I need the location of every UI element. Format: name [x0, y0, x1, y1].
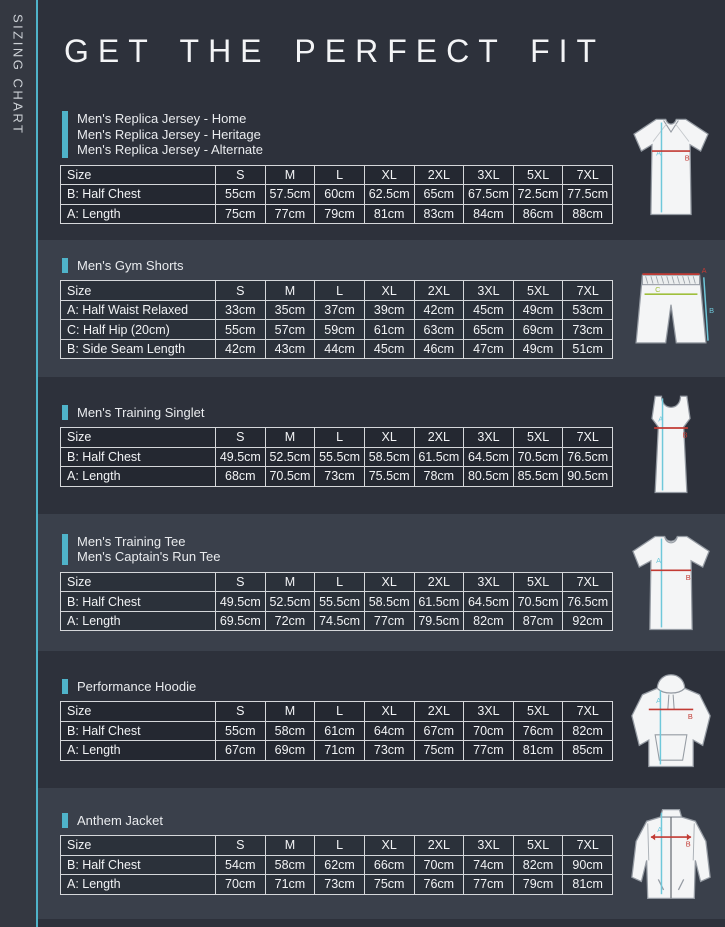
size-header-cell: 2XL: [414, 702, 464, 722]
title-accent-bar: [62, 534, 68, 565]
measurement-value: 37cm: [315, 300, 365, 320]
size-column-header: Size: [61, 702, 216, 722]
measurement-value: 72cm: [265, 611, 315, 631]
table-row: [61, 339, 613, 359]
measurement-value: 55.5cm: [315, 447, 365, 467]
size-header-cell: 5XL: [513, 572, 563, 592]
size-header-cell: 2XL: [414, 281, 464, 301]
size-header-cell: M: [265, 428, 315, 448]
section-titles: [77, 679, 196, 695]
size-header-cell: 2XL: [414, 165, 464, 185]
size-header-cell: 5XL: [513, 165, 563, 185]
size-header-cell: 3XL: [464, 572, 514, 592]
section-title: Men's Training Singlet: [77, 404, 205, 420]
size-header-cell: XL: [364, 165, 414, 185]
measurement-value: 71cm: [315, 741, 365, 761]
measurement-value: 65cm: [414, 185, 464, 205]
measurement-value: 42cm: [414, 300, 464, 320]
size-column-header: Size: [61, 281, 216, 301]
size-header-cell: 2XL: [414, 836, 464, 856]
size-header-cell: 5XL: [513, 702, 563, 722]
size-header-cell: XL: [364, 702, 414, 722]
measurement-value: 49cm: [513, 339, 563, 359]
measurement-value: 58cm: [265, 721, 315, 741]
measurement-value: 82cm: [563, 721, 613, 741]
title-accent-bar: [62, 679, 68, 695]
size-header-cell: S: [216, 165, 266, 185]
size-header-cell: 3XL: [464, 281, 514, 301]
size-header-cell: 7XL: [563, 428, 613, 448]
size-table: [60, 835, 613, 895]
measurement-value: 76.5cm: [563, 447, 613, 467]
measurement-value: 42cm: [216, 339, 266, 359]
title-accent-bar: [62, 258, 68, 274]
size-header-cell: 3XL: [464, 836, 514, 856]
measurement-value: 69cm: [513, 320, 563, 340]
section-title: Men's Gym Shorts: [77, 257, 184, 273]
measurement-value: 68cm: [216, 467, 266, 487]
measurement-value: 81cm: [513, 741, 563, 761]
table-row: [61, 592, 613, 612]
measurement-value: 72.5cm: [513, 185, 563, 205]
page-title: GET THE PERFECT FIT: [64, 33, 606, 69]
measurement-value: 84cm: [464, 204, 514, 224]
size-header-cell: 3XL: [464, 165, 514, 185]
measurement-value: 63cm: [414, 320, 464, 340]
size-table: [60, 280, 613, 359]
measurement-value: 73cm: [315, 875, 365, 895]
measurement-label: B: Half Chest: [61, 855, 216, 875]
measurement-value: 62.5cm: [364, 185, 414, 205]
measurement-value: 70.5cm: [513, 592, 563, 612]
size-column-header: Size: [61, 572, 216, 592]
measurement-value: 74cm: [464, 855, 514, 875]
measurement-value: 87cm: [513, 611, 563, 631]
measurement-value: 77cm: [464, 875, 514, 895]
measurement-value: 73cm: [364, 741, 414, 761]
size-header-cell: XL: [364, 281, 414, 301]
measurement-value: 58cm: [265, 855, 315, 875]
measurement-value: 67cm: [414, 721, 464, 741]
measurement-value: 57.5cm: [265, 185, 315, 205]
size-header-row: [61, 702, 613, 722]
measurement-value: 49cm: [513, 300, 563, 320]
size-header-cell: S: [216, 428, 266, 448]
measurement-value: 90cm: [563, 855, 613, 875]
measurement-value: 61.5cm: [414, 592, 464, 612]
size-header-cell: 7XL: [563, 165, 613, 185]
section-title: Men's Training Tee: [77, 533, 186, 549]
section-title: Men's Replica Jersey - Home: [77, 111, 247, 126]
size-header-cell: 3XL: [464, 428, 514, 448]
size-header-cell: M: [265, 165, 315, 185]
section-titles: [77, 111, 263, 158]
sidebar-label: SIZING CHART: [10, 14, 26, 136]
measurement-value: 55cm: [216, 320, 266, 340]
measurement-value: 49.5cm: [216, 592, 266, 612]
size-header-cell: M: [265, 572, 315, 592]
svg-text:A: A: [658, 414, 664, 424]
section-titles: [77, 405, 205, 421]
measurement-value: 47cm: [464, 339, 514, 359]
size-section: [38, 514, 725, 651]
size-table: [60, 701, 613, 761]
measurement-value: 46cm: [414, 339, 464, 359]
size-table: [60, 165, 613, 225]
measurement-value: 64.5cm: [464, 592, 514, 612]
header: [38, 0, 725, 95]
measurement-value: 88cm: [563, 204, 613, 224]
size-column-header: Size: [61, 428, 216, 448]
measurement-value: 70cm: [216, 875, 266, 895]
svg-text:B: B: [709, 305, 715, 315]
measurement-value: 82cm: [464, 611, 514, 631]
size-header-cell: L: [315, 165, 365, 185]
size-header-row: [61, 836, 613, 856]
size-header-cell: L: [315, 572, 365, 592]
measurement-value: 44cm: [315, 339, 365, 359]
table-row: [61, 467, 613, 487]
measurement-value: 59cm: [315, 320, 365, 340]
measurement-value: 70cm: [464, 721, 514, 741]
size-header-cell: XL: [364, 572, 414, 592]
measurement-value: 53cm: [563, 300, 613, 320]
measurement-value: 70cm: [414, 855, 464, 875]
measurement-value: 55.5cm: [315, 592, 365, 612]
measurement-value: 86cm: [513, 204, 563, 224]
svg-text:B: B: [685, 839, 691, 849]
measurement-label: A: Length: [61, 741, 216, 761]
size-header-cell: L: [315, 702, 365, 722]
size-header-cell: 7XL: [563, 281, 613, 301]
size-section: [38, 377, 725, 514]
svg-text:A: A: [656, 555, 662, 565]
size-header-cell: 5XL: [513, 836, 563, 856]
measurement-value: 55cm: [216, 185, 266, 205]
measurement-value: 81cm: [364, 204, 414, 224]
svg-text:B: B: [685, 572, 691, 582]
measurement-value: 58.5cm: [364, 592, 414, 612]
measurement-value: 43cm: [265, 339, 315, 359]
size-header-cell: M: [265, 281, 315, 301]
table-row: [61, 204, 613, 224]
measurement-value: 61cm: [364, 320, 414, 340]
measurement-value: 61cm: [315, 721, 365, 741]
sidebar: [0, 0, 38, 927]
measurement-label: A: Length: [61, 204, 216, 224]
size-header-row: [61, 281, 613, 301]
size-header-cell: 2XL: [414, 428, 464, 448]
measurement-value: 69.5cm: [216, 611, 266, 631]
bottom-strip: [38, 919, 725, 927]
measurement-value: 92cm: [563, 611, 613, 631]
section-title: Performance Hoodie: [77, 678, 197, 694]
measurement-value: 66cm: [364, 855, 414, 875]
measurement-value: 73cm: [315, 467, 365, 487]
title-accent-bar: [62, 405, 68, 421]
measurement-value: 73cm: [563, 320, 613, 340]
measurement-value: 52.5cm: [265, 592, 315, 612]
measurement-value: 78cm: [414, 467, 464, 487]
svg-text:B: B: [682, 430, 688, 440]
measurement-value: 75cm: [216, 204, 266, 224]
measurement-value: 60cm: [315, 185, 365, 205]
svg-text:B: B: [684, 153, 690, 163]
measurement-value: 52.5cm: [265, 447, 315, 467]
title-accent-bar: [62, 813, 68, 829]
measurement-value: 77cm: [265, 204, 315, 224]
size-header-cell: 7XL: [563, 572, 613, 592]
measurement-value: 90.5cm: [563, 467, 613, 487]
table-row: [61, 320, 613, 340]
measurement-value: 67.5cm: [464, 185, 514, 205]
measurement-value: 51cm: [563, 339, 613, 359]
measurement-label: B: Side Seam Length: [61, 339, 216, 359]
size-header-cell: 7XL: [563, 836, 613, 856]
hoodie-illustration: [623, 665, 719, 775]
size-header-cell: 2XL: [414, 572, 464, 592]
table-row: [61, 875, 613, 895]
measurement-value: 49.5cm: [216, 447, 266, 467]
measurement-value: 70.5cm: [513, 447, 563, 467]
size-header-cell: M: [265, 702, 315, 722]
measurement-value: 76cm: [513, 721, 563, 741]
measurement-label: A: Half Waist Relaxed: [61, 300, 216, 320]
measurement-value: 85.5cm: [513, 467, 563, 487]
measurement-value: 58.5cm: [364, 447, 414, 467]
measurement-value: 81cm: [563, 875, 613, 895]
measurement-value: 45cm: [364, 339, 414, 359]
section-title: Anthem Jacket: [77, 812, 163, 828]
measurement-label: C: Half Hip (20cm): [61, 320, 216, 340]
section-titles: [77, 534, 220, 565]
measurement-value: 35cm: [265, 300, 315, 320]
measurement-value: 79.5cm: [414, 611, 464, 631]
measurement-value: 80.5cm: [464, 467, 514, 487]
measurement-value: 39cm: [364, 300, 414, 320]
table-row: [61, 855, 613, 875]
measurement-value: 77cm: [464, 741, 514, 761]
size-header-cell: M: [265, 836, 315, 856]
table-row: [61, 447, 613, 467]
measurement-label: A: Length: [61, 875, 216, 895]
table-row: [61, 741, 613, 761]
size-header-cell: L: [315, 281, 365, 301]
measurement-value: 64.5cm: [464, 447, 514, 467]
measurement-value: 71cm: [265, 875, 315, 895]
jacket-illustration: [623, 799, 719, 909]
measurement-value: 67cm: [216, 741, 266, 761]
singlet-illustration: [623, 391, 719, 501]
section-titles: [77, 258, 184, 274]
measurement-value: 74.5cm: [315, 611, 365, 631]
measurement-value: 62cm: [315, 855, 365, 875]
size-header-cell: S: [216, 702, 266, 722]
size-header-cell: XL: [364, 836, 414, 856]
size-header-cell: XL: [364, 428, 414, 448]
measurement-value: 79cm: [513, 875, 563, 895]
size-header-cell: 7XL: [563, 702, 613, 722]
size-header-cell: 5XL: [513, 281, 563, 301]
title-accent-bar: [62, 111, 68, 158]
size-column-header: Size: [61, 836, 216, 856]
section-title: Men's Replica Jersey - Alternate: [77, 142, 264, 157]
section-title: Men's Replica Jersey - Heritage: [77, 126, 261, 142]
measurement-label: B: Half Chest: [61, 592, 216, 612]
svg-text:C: C: [655, 284, 661, 294]
measurement-value: 75cm: [364, 875, 414, 895]
measurement-label: B: Half Chest: [61, 447, 216, 467]
measurement-value: 82cm: [513, 855, 563, 875]
size-header-cell: 5XL: [513, 428, 563, 448]
measurement-value: 85cm: [563, 741, 613, 761]
jersey-illustration: [623, 113, 719, 223]
size-header-row: [61, 428, 613, 448]
tee-illustration: [623, 528, 719, 638]
measurement-value: 45cm: [464, 300, 514, 320]
size-header-cell: S: [216, 281, 266, 301]
shorts-illustration: [623, 254, 719, 364]
svg-text:A: A: [701, 265, 707, 275]
size-header-cell: L: [315, 836, 365, 856]
measurement-value: 75.5cm: [364, 467, 414, 487]
size-section: [38, 95, 725, 240]
measurement-label: A: Length: [61, 467, 216, 487]
measurement-value: 33cm: [216, 300, 266, 320]
measurement-value: 79cm: [315, 204, 365, 224]
size-header-row: [61, 165, 613, 185]
measurement-value: 57cm: [265, 320, 315, 340]
measurement-value: 64cm: [364, 721, 414, 741]
size-table: [60, 572, 613, 632]
measurement-value: 77.5cm: [563, 185, 613, 205]
size-header-cell: L: [315, 428, 365, 448]
svg-text:A: A: [657, 824, 663, 834]
table-row: [61, 300, 613, 320]
measurement-value: 76cm: [414, 875, 464, 895]
size-column-header: Size: [61, 165, 216, 185]
size-section: [38, 788, 725, 919]
svg-text:B: B: [687, 711, 693, 721]
content: [38, 0, 725, 927]
measurement-value: 83cm: [414, 204, 464, 224]
size-section: [38, 240, 725, 377]
section-title: Men's Captain's Run Tee: [77, 549, 221, 565]
measurement-value: 55cm: [216, 721, 266, 741]
measurement-value: 61.5cm: [414, 447, 464, 467]
svg-text:A: A: [656, 147, 662, 157]
size-section: [38, 651, 725, 788]
measurement-label: B: Half Chest: [61, 185, 216, 205]
size-header-cell: 3XL: [464, 702, 514, 722]
measurement-label: A: Length: [61, 611, 216, 631]
table-row: [61, 185, 613, 205]
measurement-value: 69cm: [265, 741, 315, 761]
table-row: [61, 721, 613, 741]
measurement-value: 65cm: [464, 320, 514, 340]
measurement-value: 54cm: [216, 855, 266, 875]
measurement-value: 77cm: [364, 611, 414, 631]
measurement-value: 76.5cm: [563, 592, 613, 612]
table-row: [61, 611, 613, 631]
measurement-value: 70.5cm: [265, 467, 315, 487]
size-header-cell: S: [216, 572, 266, 592]
measurement-label: B: Half Chest: [61, 721, 216, 741]
size-header-cell: S: [216, 836, 266, 856]
sections-container: [38, 95, 725, 919]
svg-text:A: A: [656, 695, 662, 705]
size-table: [60, 427, 613, 487]
measurement-value: 75cm: [414, 741, 464, 761]
section-titles: [77, 813, 163, 829]
size-header-row: [61, 572, 613, 592]
